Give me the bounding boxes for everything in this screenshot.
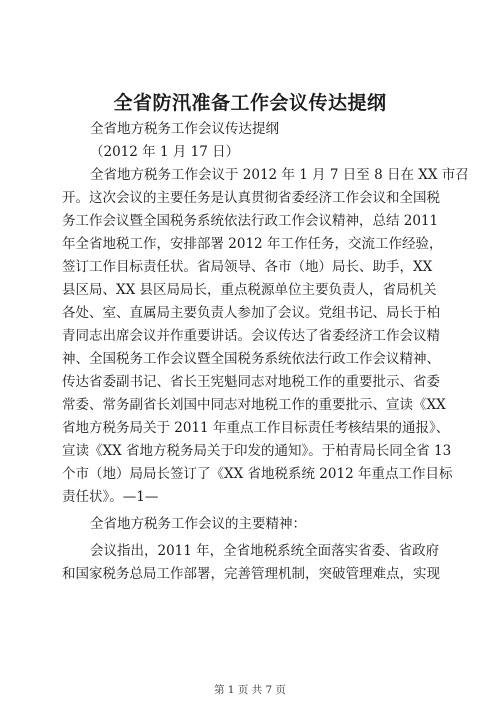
paragraph-line: 签订工作目标责任状。省局领导、各市（地）局长、助手，XX [62,259,433,275]
paragraph-line: 责任状》。—1— [62,489,159,505]
paragraph-line: 青同志出席会议并作重要讲话。会议传达了省委经济工作会议精 [62,328,440,344]
paragraph-line: 省地方税务局关于 2011 年重点工作目标责任考核结果的通报》、 [62,420,450,436]
subtitle-line: 全省地方税务工作会议传达提纲 [90,121,279,137]
date-line: （2012 年 1 月 17 日） [90,144,240,160]
paragraph-line: 宣读《XX 省地方税务局关于印发的通知》。于柏青局长同全省 13 [62,443,452,459]
paragraph-line: 全省地方税务工作会议于 2012 年 1 月 7 日至 8 日在 XX 市召 [90,167,469,183]
paragraph-line: 县区局、XX 县区局局长，重点税源单位主要负责人，省局机关 [62,282,437,298]
paragraph-line: 神、全国税务工作会议暨全国税务系统依法行政工作会议精神、 [62,351,440,367]
page-number: 第 1 页 共 7 页 [213,684,287,696]
paragraph-line: 年全省地税工作，安排部署 2012 年工作任务，交流工作经验， [62,236,443,252]
document-body [62,118,469,586]
document-title: 全省防汛准备工作会议传达提纲 [113,92,387,114]
paragraph-line: 各处、室、直属局主要负责人参加了会议。党组书记、局长于柏 [62,305,440,321]
paragraph-line: 和国家税务总局工作部署，完善管理机制，突破管理难点，实现 [62,566,440,582]
paragraph-line: 会议指出，2011 年，全省地税系统全面落实省委、省政府 [90,543,440,559]
paragraph-line: 传达省委副书记、省长王宪魁同志对地税工作的重要批示、省委 [62,374,440,390]
section-heading: 全省地方税务工作会议的主要精神： [90,516,306,532]
paragraph-line: 常委、常务副省长刘国中同志对地税工作的重要批示、宣读《XX [62,397,446,413]
paragraph-line: 开。这次会议的主要任务是认真贯彻省委经济工作会议和全国税 [62,190,440,206]
paragraph-line: 务工作会议暨全国税务系统依法行政工作会议精神，总结 2011 [62,213,439,229]
paragraph-line: 个市（地）局局长签订了《XX 省地税系统 2012 年重点工作目标 [62,466,453,482]
